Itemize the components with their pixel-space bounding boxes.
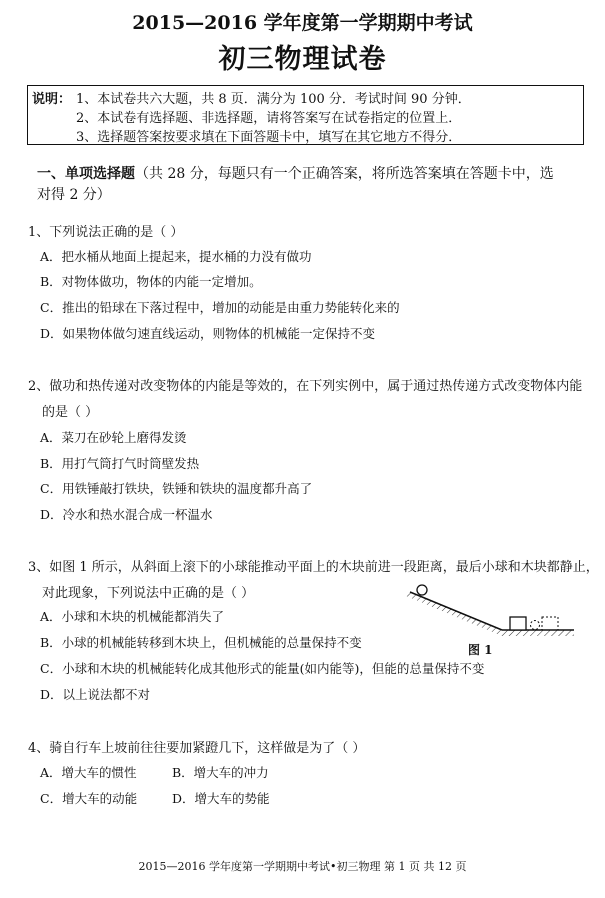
q4-option-d: D．增大车的势能 xyxy=(172,791,270,806)
ball xyxy=(417,585,427,595)
section-title: 单项选择题 xyxy=(65,166,135,182)
exam-title: 2015—2016 学年度第一学期期中考试 xyxy=(132,12,473,34)
floor-hatch xyxy=(502,630,574,636)
wood-block xyxy=(510,617,526,630)
q1-option-b: B．对物体做功，物体的内能一定增加。 xyxy=(40,274,262,289)
q1-option-a: A．把水桶从地面上提起来，提水桶的力没有做功 xyxy=(40,249,312,264)
q2-option-c: C．用铁锤敲打铁块，铁锤和铁块的温度都升高了 xyxy=(40,481,313,496)
q4-option-b: B．增大车的冲力 xyxy=(172,765,269,780)
q3-option-b: B．小球的机械能转移到木块上，但机械能的总量保持不变 xyxy=(40,635,362,650)
q2-option-a: A．菜刀在砂轮上磨得发烫 xyxy=(40,430,187,445)
instruction-item: 1、本试卷共六大题，共 8 页．满分为 100 分．考试时间 90 分钟． xyxy=(76,92,471,107)
instruction-item: 2、本试卷有选择题、非选择题，请将答案写在试卷指定的位置上． xyxy=(76,111,462,126)
instruction-item: 3、选择题答案按要求填在下面答题卡中，填写在其它地方不得分． xyxy=(76,130,462,145)
question-2-cont: 的是（ ） xyxy=(42,405,99,420)
section-prefix: 一、 xyxy=(37,166,65,182)
section-desc: （共 28 分，每题只有一个正确答案，将所选答案填在答题卡中，选 xyxy=(135,166,554,182)
incline-line xyxy=(410,592,502,630)
question-4: 4、骑自行车上坡前往往要加紧蹬几下，这样做是为了（ ） xyxy=(28,741,366,756)
figure-1-incline-diagram xyxy=(402,580,582,640)
block-final-dashed xyxy=(542,617,558,630)
q4-option-a: A．增大车的惯性 xyxy=(40,765,137,780)
q1-option-c: C．推出的铅球在下落过程中，增加的动能是由重力势能转化来的 xyxy=(40,300,400,315)
q2-option-b: B．用打气筒打气时筒壁发热 xyxy=(40,456,200,471)
q2-option-d: D．冷水和热水混合成一杯温水 xyxy=(40,507,213,522)
incline-hatch xyxy=(406,592,502,636)
page-footer: 2015—2016 学年度第一学期期中考试•初三物理 第 1 页 共 12 页 xyxy=(138,860,467,873)
exam-subtitle: 初三物理试卷 xyxy=(218,44,387,75)
question-3: 3、如图 1 所示，从斜面上滚下的小球能推动平面上的木块前进一段距离，最后小球和木块都静止， xyxy=(28,560,599,575)
q1-option-d: D．如果物体做匀速直线运动，则物体的机械能一定保持不变 xyxy=(40,326,376,341)
q4-option-c: C．增大车的动能 xyxy=(40,791,138,806)
figure-caption: 图 1 xyxy=(468,643,493,657)
instructions-box xyxy=(27,85,584,145)
ball-final-dashed xyxy=(531,621,540,630)
question-2: 2、做功和热传递对改变物体的内能是等效的，在下列实例中，属于通过热传递方式改变物体内能 xyxy=(28,379,583,394)
q3-option-c: C．小球和木块的机械能转化成其他形式的能量(如内能等)，但能的总量保持不变 xyxy=(40,661,485,676)
q3-option-d: D．以上说法都不对 xyxy=(40,687,151,702)
question-3-cont: 对此现象，下列说法中正确的是（ ） xyxy=(42,586,255,601)
instructions-label: 说明： xyxy=(32,92,72,107)
question-1: 1、下列说法正确的是（ ） xyxy=(28,225,184,240)
section-heading xyxy=(37,163,554,183)
q3-option-a: A．小球和木块的机械能都消失了 xyxy=(40,609,225,624)
section-desc-line2: 对得 2 分） xyxy=(37,187,111,203)
